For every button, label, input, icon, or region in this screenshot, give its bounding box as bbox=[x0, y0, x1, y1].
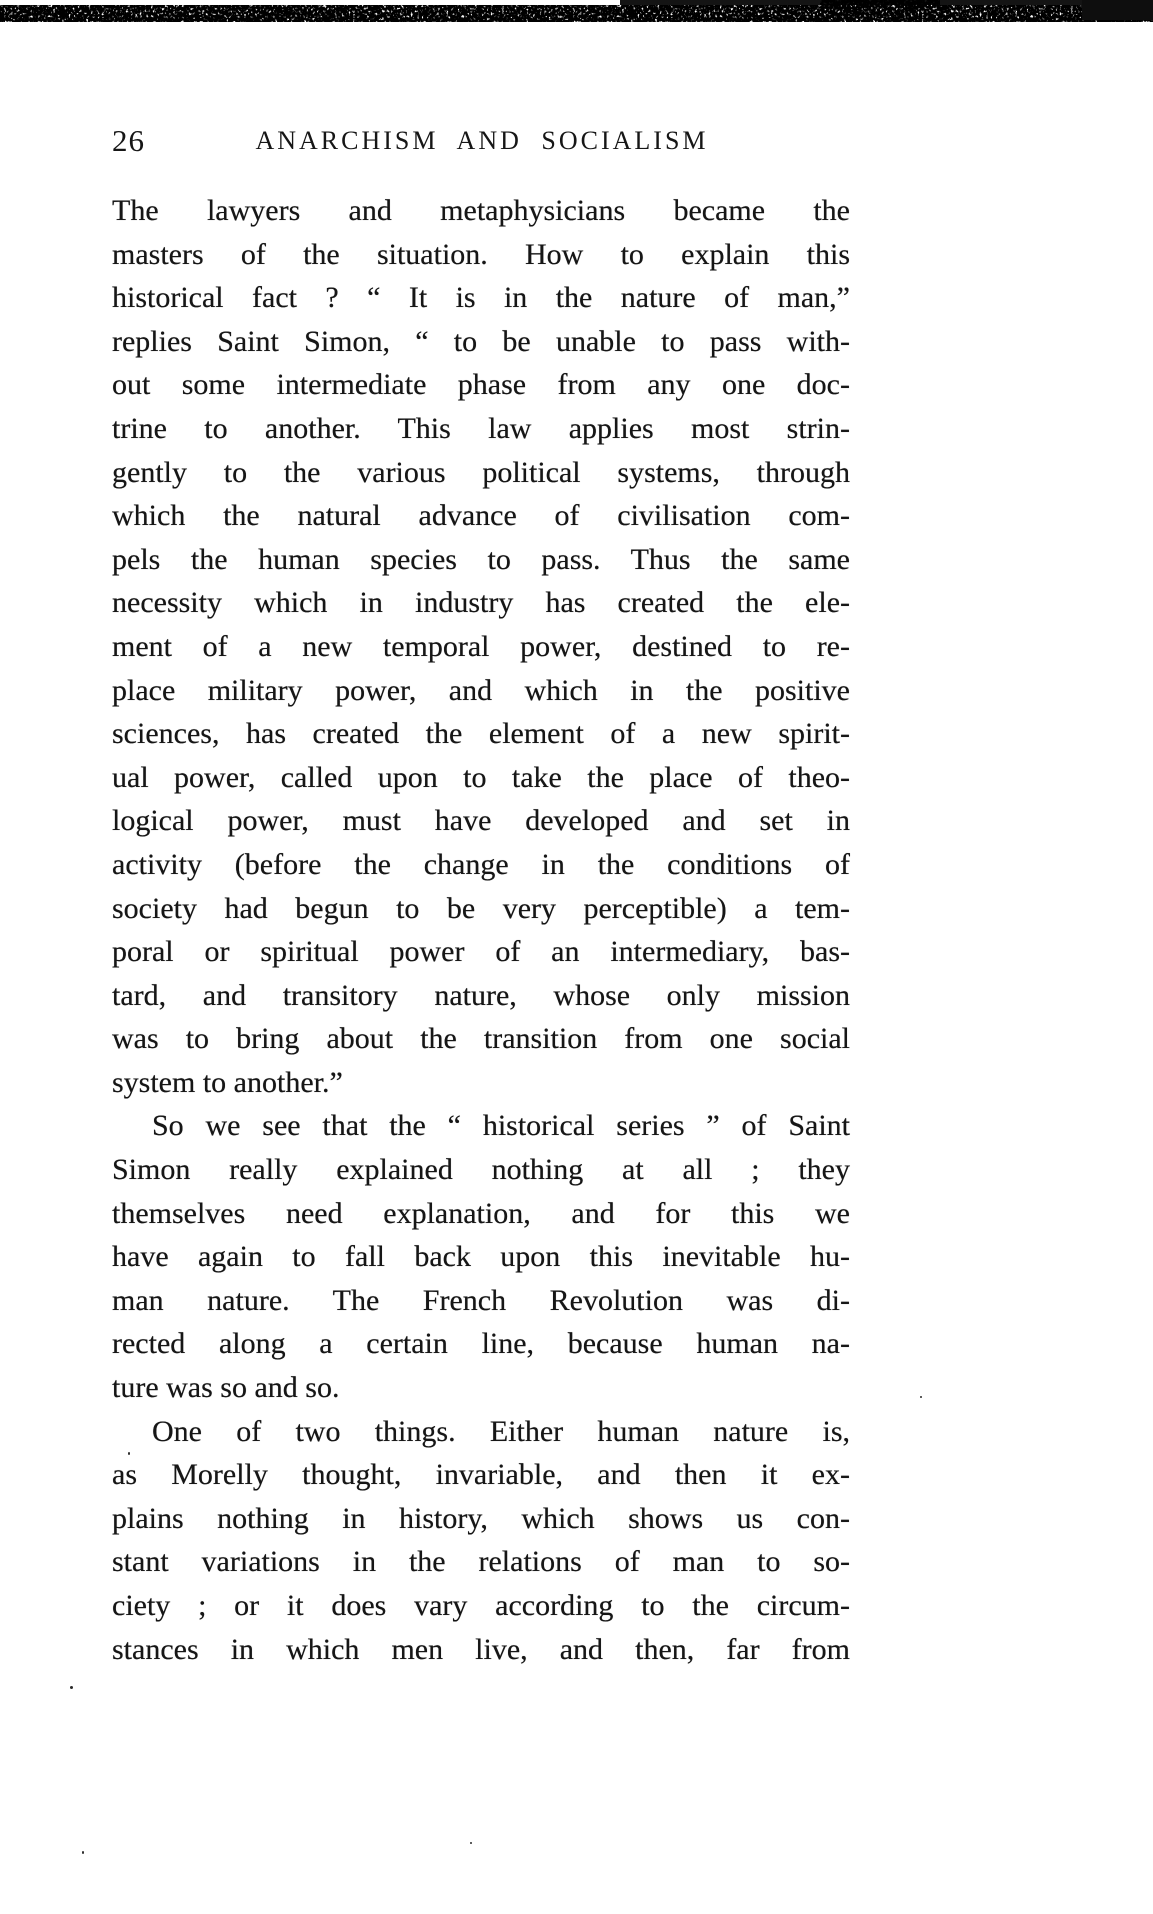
text-line: ual power, called upon to take the place of theo- bbox=[112, 760, 850, 794]
page-number: 26 bbox=[112, 123, 145, 158]
text-line: poral or spiritual power of an intermediary, bas- bbox=[112, 935, 850, 969]
text-line: Simon really explained nothing at all ; they bbox=[112, 1153, 850, 1187]
text-line: trine to another. This law applies most strin- bbox=[112, 411, 850, 445]
text-line: ciety ; or it does vary according to the circum- bbox=[112, 1589, 850, 1622]
text-line: man nature. The French Revolution was di- bbox=[112, 1283, 850, 1317]
text-line: activity (before the change in the conditions of bbox=[112, 847, 850, 881]
text-line: masters of the situation. How to explain this bbox=[112, 237, 850, 271]
scan-noise-band bbox=[0, 0, 1153, 30]
running-title: ANARCHISM AND SOCIALISM bbox=[255, 126, 709, 155]
paragraph bbox=[112, 1410, 850, 1672]
text-line: The lawyers and metaphysicians became the bbox=[112, 194, 850, 227]
scan-speck bbox=[82, 1851, 84, 1854]
scan-speck bbox=[70, 1686, 73, 1689]
text-line: as Morelly thought, invariable, and then it ex- bbox=[112, 1458, 850, 1492]
text-line: plains nothing in history, which shows us con- bbox=[112, 1501, 850, 1535]
text-line: ture was so and so. bbox=[112, 1371, 340, 1405]
text-line: which the natural advance of civilisation com- bbox=[112, 499, 850, 533]
text-line: was to bring about the transition from one social bbox=[112, 1022, 850, 1056]
text-line: system to another.” bbox=[112, 1065, 343, 1099]
text-line: logical power, must have developed and set in bbox=[112, 804, 850, 838]
text-line: pels the human species to pass. Thus the same bbox=[112, 542, 850, 576]
text-line: out some intermediate phase from any one doc- bbox=[112, 368, 850, 402]
scan-speck bbox=[920, 1396, 922, 1398]
paragraph bbox=[112, 189, 850, 1104]
text-line: historical fact ? “ It is in the nature of man,” bbox=[112, 281, 850, 315]
text-line: tard, and transitory nature, whose only mission bbox=[112, 978, 850, 1012]
text-line: themselves need explanation, and for this we bbox=[112, 1196, 850, 1230]
text-line: replies Saint Simon, “ to be unable to pass with- bbox=[112, 324, 850, 358]
text-block bbox=[112, 189, 850, 1671]
text-line: rected along a certain line, because human na- bbox=[112, 1327, 850, 1361]
scan-speck bbox=[128, 1452, 130, 1455]
text-line: necessity which in industry has created the ele- bbox=[112, 586, 850, 620]
text-line: sciences, has created the element of a new spirit- bbox=[112, 717, 850, 751]
page-header bbox=[112, 121, 852, 163]
text-line: place military power, and which in the positive bbox=[112, 673, 850, 707]
text-line: So we see that the “ historical series ” of Saint bbox=[152, 1109, 850, 1143]
text-line: One of two things. Either human nature is, bbox=[152, 1414, 850, 1448]
paragraph bbox=[112, 1104, 850, 1409]
text-line: stant variations in the relations of man to so- bbox=[112, 1545, 850, 1579]
text-line: have again to fall back upon this inevitable hu- bbox=[112, 1240, 850, 1274]
text-line: ment of a new temporal power, destined to re- bbox=[112, 629, 850, 663]
text-line: gently to the various political systems, through bbox=[112, 455, 850, 489]
scan-speck bbox=[470, 1842, 472, 1844]
text-line: society had begun to be very perceptible) a tem- bbox=[112, 891, 850, 925]
text-line: stances in which men live, and then, far from bbox=[112, 1632, 850, 1666]
